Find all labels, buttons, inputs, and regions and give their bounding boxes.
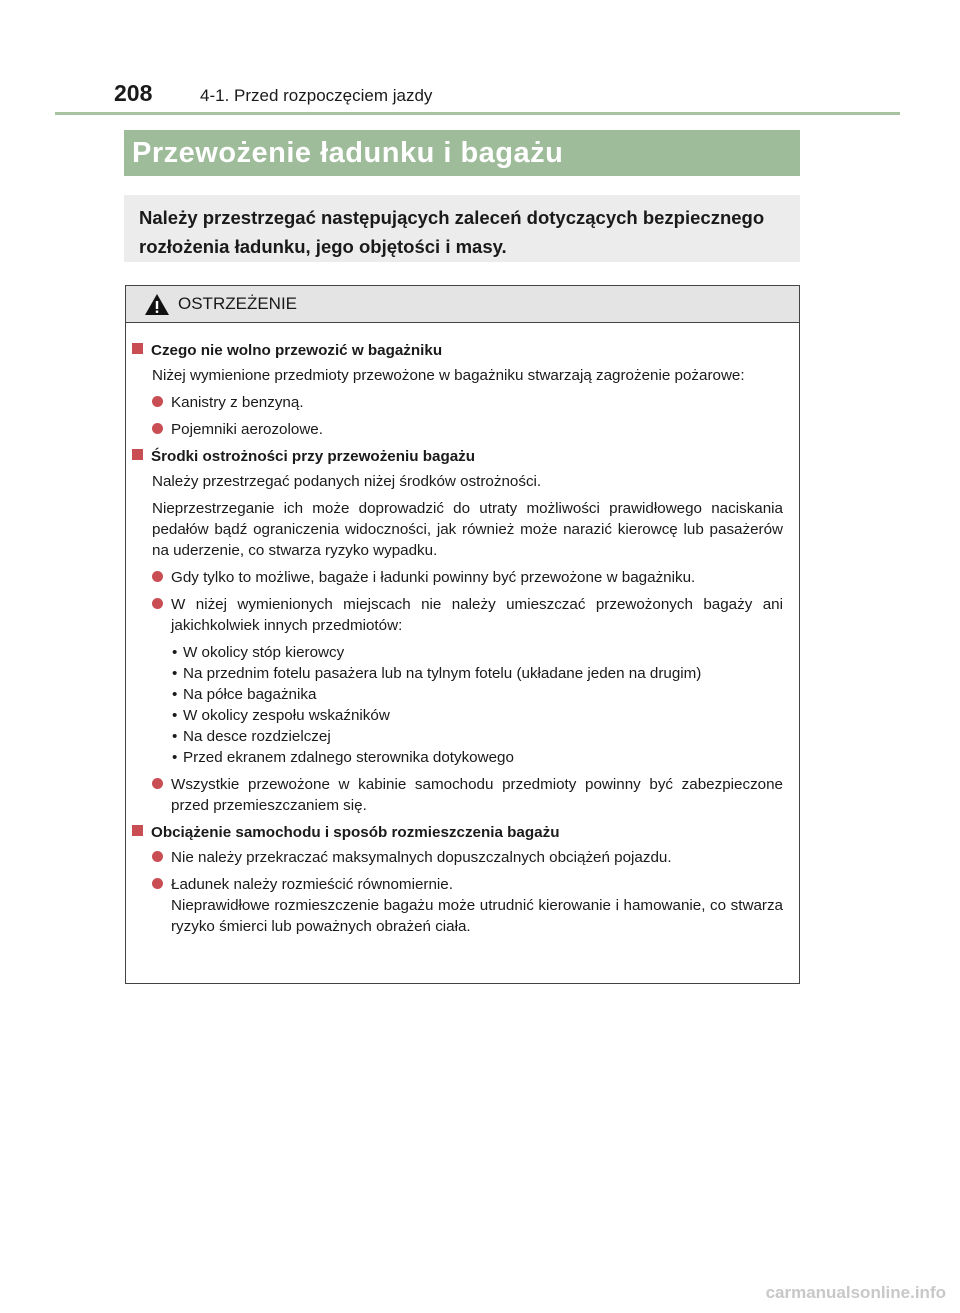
paragraph: Niżej wymienione przedmioty przewożone w bagażniku stwarzają zagrożenie pożarowe: [152,367,745,384]
list-item [152,594,783,636]
square-bullet-icon [132,449,143,460]
location-text: W okolicy stóp kierowcy [183,644,345,661]
title-band [124,130,800,176]
section-heading [132,340,783,361]
paragraph: Należy przestrzegać podanych niżej środków ostrożności. [152,473,542,490]
location-item: • W okolicy zespołu wskaźników [172,707,390,724]
round-bullet-icon [152,598,163,609]
round-bullet-icon [152,851,163,862]
square-bullet-icon [132,825,143,836]
list-item [152,774,783,816]
section-heading-text: Czego nie wolno przewozić w bagażniku [151,342,443,359]
round-bullet-icon [152,423,163,434]
page-number: 208 [114,80,153,106]
header-rule [55,112,900,115]
location-item: • Na półce bagażnika [172,686,317,703]
warning-body [126,323,799,937]
warning-box [125,285,800,984]
list-item-text: Gdy tylko to możliwe, bagaże i ładunki powinny być przewożone w bagażniku. [171,569,696,586]
list-item-line: Ładunek należy rozmieścić równomiernie. [171,876,453,893]
list-item-text: Pojemniki aerozolowe. [171,421,323,438]
warning-triangle-icon [144,293,170,316]
list-item [152,419,783,440]
list-item-text: Wszystkie przewożone w kabinie samochodu przedmioty powinny być zabezpieczone przed przemieszczaniem się. [171,776,783,814]
round-bullet-icon [152,396,163,407]
location-text: Przed ekranem zdalnego sterownika dotykowego [183,749,514,766]
list-item [152,874,783,937]
warning-header [126,286,799,323]
round-bullet-icon [152,571,163,582]
list-item [152,567,783,588]
watermark: carmanualsonline.info [765,1283,946,1302]
location-text: Na półce bagażnika [183,686,317,703]
list-item-text: Nie należy przekraczać maksymalnych dopuszczalnych obciążeń pojazdu. [171,849,672,866]
location-item: • Na przednim fotelu pasażera lub na tylnym fotelu (układane jeden na drugim) [172,665,702,682]
list-item-line: Nieprawidłowe rozmieszczenie bagażu może utrudnić kierowanie i hamowanie, co stwarza ryzyko śmierci lub poważnych obrażeń ciała. [171,897,783,935]
section-heading-text: Środki ostrożności przy przewożeniu bagażu [151,448,476,465]
list-item-text: W niżej wymienionych miejscach nie należy umieszczać przewożonych bagaży ani jakichkolwiek innych przedmiotów: [171,596,783,634]
location-item: • Na desce rozdzielczej [172,728,331,745]
round-bullet-icon [152,778,163,789]
location-text: W okolicy zespołu wskaźników [183,707,390,724]
section-heading-text: Obciążenie samochodu i sposób rozmieszczenia bagażu [151,824,560,841]
warning-title: OSTRZEŻENIE [178,294,298,313]
location-item: • W okolicy stóp kierowcy [172,644,345,661]
round-bullet-icon [152,878,163,889]
location-text: Na przednim fotelu pasażera lub na tylnym fotelu (układane jeden na drugim) [183,665,702,682]
paragraph: Nieprzestrzeganie ich może doprowadzić do utraty możliwości prawidłowego naciskania pedałów bądź ograniczenia widoczności, jak również może narazić kierowcę lub pasażerów na uderzenie, co stwarza ryzyko wypadku. [152,500,783,559]
location-text: Na desce rozdzielczej [183,728,331,745]
location-item: • Przed ekranem zdalnego sterownika dotykowego [172,749,514,766]
section-heading [132,446,783,467]
page-title: Przewożenie ładunku i bagażu [132,136,564,169]
section-heading [132,822,783,843]
location-list [172,642,783,768]
intro-box: Należy przestrzegać następujących zaleceń dotyczących bezpiecznego rozłożenia ładunku, jego objętości i masy. [124,195,800,262]
list-item [152,392,783,413]
list-item-text [171,874,783,937]
square-bullet-icon [132,343,143,354]
list-item [152,847,783,868]
list-item-text: Kanistry z benzyną. [171,394,304,411]
running-header: 4-1. Przed rozpoczęciem jazdy [200,86,433,105]
